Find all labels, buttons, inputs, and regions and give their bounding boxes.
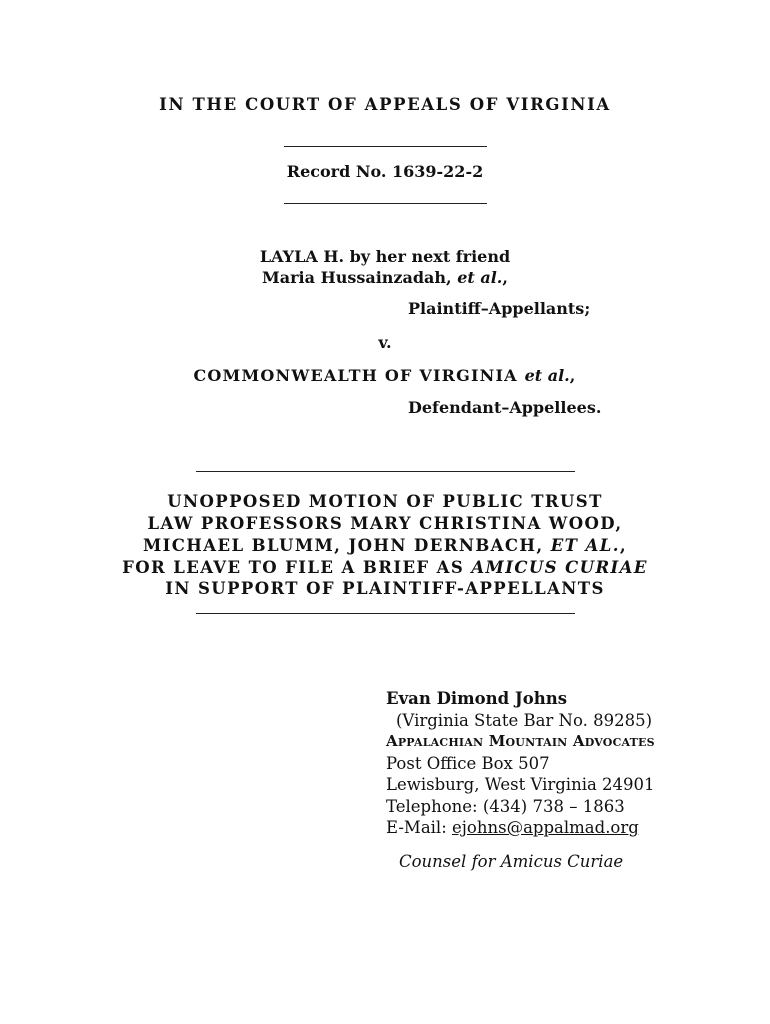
counsel-address-line1: Post Office Box 507 — [386, 753, 550, 773]
motion-title-et-al: ET AL. — [550, 536, 620, 555]
divider-rule — [284, 146, 487, 147]
motion-title-line5: IN SUPPORT OF PLAINTIFF-APPELLANTS — [165, 579, 605, 598]
motion-title-line1: UNOPPOSED MOTION OF PUBLIC TRUST — [167, 492, 603, 511]
court-name: IN THE COURT OF APPEALS OF VIRGINIA — [159, 95, 611, 114]
plaintiff-comma: , — [502, 268, 508, 287]
divider-rule — [196, 471, 575, 472]
signature-block — [386, 688, 655, 872]
counsel-email-line — [386, 817, 655, 839]
counsel-email-label: E-Mail: — [386, 818, 453, 837]
counsel-role: Counsel for Amicus Curiae — [399, 851, 624, 871]
counsel-address-line2: Lewisburg, West Virginia 24901 — [386, 775, 655, 794]
defendant-name — [0, 366, 770, 385]
counsel-telephone: Telephone: (434) 738 – 1863 — [386, 796, 625, 816]
plaintiff-role: Plaintiff–Appellants; — [408, 299, 591, 318]
motion-title-line2: LAW PROFESSORS MARY CHRISTINA WOOD, — [147, 514, 623, 533]
divider-rule — [284, 203, 487, 204]
divider-rule — [196, 613, 575, 614]
motion-title-leave: FOR LEAVE TO FILE A BRIEF AS — [122, 558, 465, 577]
plaintiff-next-friend: Maria Hussainzadah, — [262, 268, 452, 287]
record-number: Record No. 1639-22-2 — [286, 162, 484, 181]
defendant-party: COMMONWEALTH OF VIRGINIA — [193, 366, 518, 385]
defendant-comma: , — [569, 366, 577, 385]
defendant-role: Defendant–Appellees. — [408, 398, 602, 417]
motion-title-line3 — [0, 535, 770, 557]
plaintiff-name-line1: LAYLA H. by her next friend — [259, 247, 511, 266]
motion-title-amicus: AMICUS CURIAE — [471, 558, 648, 577]
plaintiff-name-line2 — [0, 268, 770, 287]
counsel-email-link[interactable]: ejohns@appalmad.org — [452, 818, 639, 837]
motion-title-line4 — [0, 557, 770, 579]
counsel-name: Evan Dimond Johns — [386, 689, 568, 708]
counsel-organization: Appalachian Mountain Advocates — [386, 732, 655, 750]
motion-title-names: MICHAEL BLUMM, JOHN DERNBACH, — [142, 536, 544, 555]
versus: v. — [378, 333, 392, 352]
plaintiff-et-al: et al. — [457, 268, 503, 287]
counsel-bar-number: (Virginia State Bar No. 89285) — [396, 710, 653, 730]
motion-title-comma: , — [619, 536, 628, 555]
defendant-et-al: et al. — [524, 366, 570, 385]
